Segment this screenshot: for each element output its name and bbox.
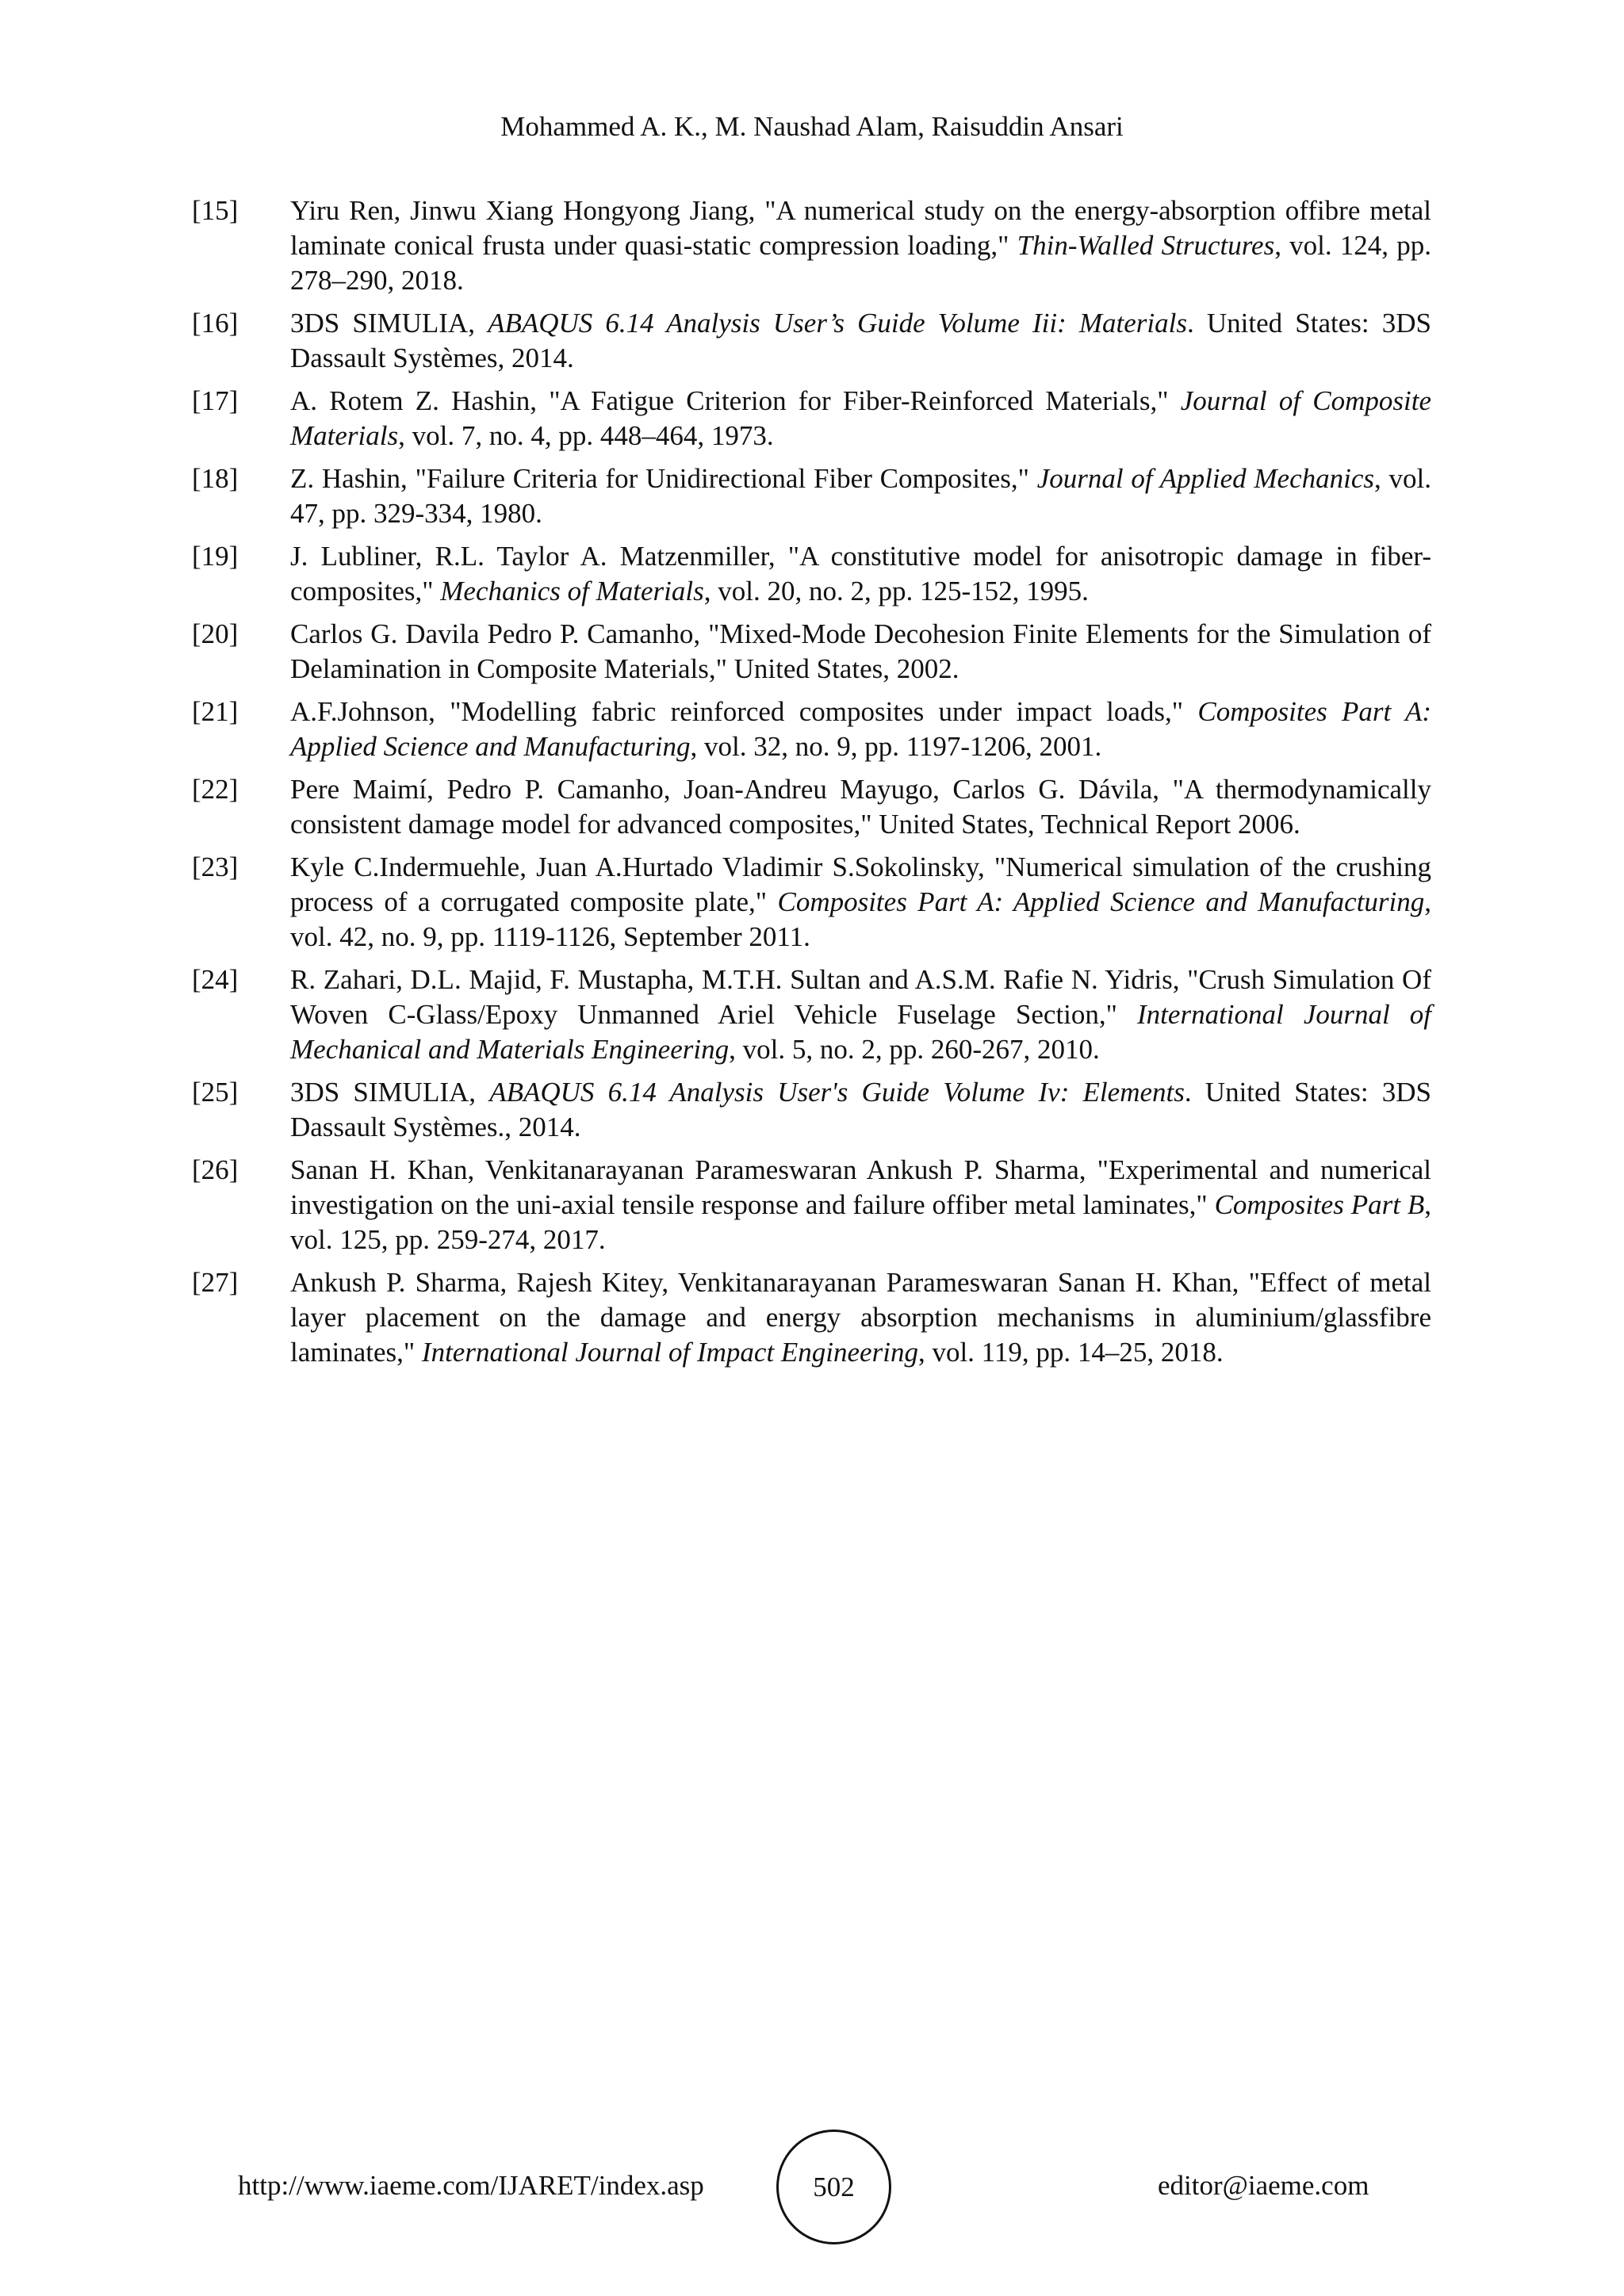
reference-source-title: ABAQUS 6.14 Analysis User's Guide Volume Iv: Elements (489, 1077, 1185, 1108)
reference-item (192, 461, 1431, 531)
reference-source-title: Journal of Applied Mechanics (1036, 463, 1374, 494)
reference-source-title: Composites Part A: Applied Science and Manufacturing (777, 886, 1425, 917)
reference-text (290, 461, 1431, 531)
reference-text (290, 617, 1431, 687)
reference-number: [27] (192, 1267, 239, 1298)
reference-text-segment: 3DS SIMULIA, (290, 308, 488, 339)
reference-text (290, 1265, 1431, 1370)
reference-item (192, 193, 1431, 298)
reference-number: [16] (192, 308, 239, 339)
reference-number: [24] (192, 964, 239, 995)
reference-item (192, 962, 1431, 1067)
reference-source-title: Journal of Composite Materials (290, 385, 1432, 451)
reference-item (192, 850, 1431, 955)
reference-text-segment: , vol. 20, no. 2, pp. 125-152, 1995. (703, 576, 1089, 607)
reference-item (192, 384, 1431, 453)
reference-source-title: Composites Part A: Applied Science and Manufacturing (290, 696, 1431, 762)
reference-source-title: Mechanics of Materials (440, 576, 704, 607)
reference-text (290, 384, 1431, 453)
reference-item (192, 772, 1431, 842)
reference-item (192, 1075, 1431, 1145)
reference-text-segment: . United States: 3DS Dassault Systèmes, 2014. (290, 308, 1431, 373)
reference-text-segment: Yiru Ren, Jinwu Xiang Hongyong Jiang, "A numerical study on the energy-absorption offibre metal laminate conical frusta under quasi-static compression loading," (290, 195, 1431, 261)
reference-source-title: Thin-Walled Structures (1017, 230, 1275, 261)
reference-text-segment: Ankush P. Sharma, Rajesh Kitey, Venkitanarayanan Parameswaran Sanan H. Khan, "Effect of metal layer placement on the damage and energy absorption mechanisms in aluminium/glassfibre laminates," (290, 1267, 1431, 1368)
reference-item (192, 1153, 1431, 1257)
reference-text-segment: Sanan H. Khan, Venkitanarayanan Parameswaran Ankush P. Sharma, "Experimental and numerical investigation on the uni-axial tensile response and failure offiber metal laminates," (290, 1154, 1431, 1220)
reference-list (192, 193, 1431, 1378)
reference-number: [17] (192, 385, 239, 416)
running-header: Mohammed A. K., M. Naushad Alam, Raisuddin Ansari (500, 111, 1124, 142)
reference-number: [22] (192, 774, 239, 805)
reference-item (192, 539, 1431, 609)
reference-text (290, 772, 1431, 842)
reference-text-segment: , vol. 47, pp. 329-334, 1980. (290, 463, 1431, 529)
reference-text-segment: R. Zahari, D.L. Majid, F. Mustapha, M.T.H. Sultan and A.S.M. Rafie N. Yidris, "Crush Simulation Of Woven C-Glass/Epoxy Unmanned Ariel Vehicle Fuselage Section," (290, 964, 1431, 1030)
footer-url-link[interactable]: http://www.iaeme.com/IJARET/index.asp (238, 2170, 704, 2201)
reference-text-segment: Carlos G. Davila Pedro P. Camanho, "Mixed-Mode Decohesion Finite Elements for the Simulation of Delamination in Composite Materials," United States, 2002. (290, 618, 1431, 684)
reference-text-segment: . United States: 3DS Dassault Systèmes., 2014. (290, 1077, 1432, 1142)
reference-text-segment: Z. Hashin, "Failure Criteria for Unidirectional Fiber Composites," (290, 463, 1037, 494)
reference-number: [18] (192, 463, 239, 494)
reference-text (290, 1075, 1431, 1145)
reference-source-title: ABAQUS 6.14 Analysis User’s Guide Volume Iii: Materials (488, 308, 1187, 339)
reference-text-segment: , vol. 125, pp. 259-274, 2017. (290, 1189, 1431, 1255)
reference-number: [23] (192, 851, 239, 882)
reference-text-segment: , vol. 5, no. 2, pp. 260-267, 2010. (729, 1034, 1100, 1065)
reference-item (192, 306, 1431, 376)
reference-text (290, 193, 1431, 298)
reference-text-segment: Kyle C.Indermuehle, Juan A.Hurtado Vladimir S.Sokolinsky, "Numerical simulation of the crushing process of a corrugated composite plate," (290, 851, 1431, 917)
reference-text (290, 962, 1431, 1067)
reference-number: [25] (192, 1077, 239, 1108)
reference-number: [20] (192, 618, 239, 649)
reference-number: [21] (192, 696, 239, 727)
reference-text-segment: , vol. 32, no. 9, pp. 1197-1206, 2001. (690, 731, 1102, 762)
reference-text-segment: A.F.Johnson, "Modelling fabric reinforced composites under impact loads," (290, 696, 1198, 727)
reference-source-title: Composites Part B (1214, 1189, 1425, 1220)
reference-text-segment: A. Rotem Z. Hashin, "A Fatigue Criterion for Fiber-Reinforced Materials," (290, 385, 1181, 416)
reference-item (192, 617, 1431, 687)
page-number: 502 (776, 2130, 891, 2244)
reference-text-segment: , vol. 124, pp. 278–290, 2018. (290, 230, 1431, 296)
reference-text (290, 306, 1431, 376)
reference-text-segment: J. Lubliner, R.L. Taylor A. Matzenmiller, "A constitutive model for anisotropic damage in fiber-composites," (290, 541, 1431, 607)
reference-item (192, 695, 1431, 764)
reference-text (290, 695, 1431, 764)
reference-number: [15] (192, 195, 239, 226)
reference-text (290, 850, 1431, 955)
reference-number: [19] (192, 541, 239, 572)
reference-text-segment: , vol. 119, pp. 14–25, 2018. (917, 1337, 1224, 1368)
reference-text-segment: , vol. 42, no. 9, pp. 1119-1126, September 2011. (290, 886, 1432, 952)
reference-text-segment: Pere Maimí, Pedro P. Camanho, Joan-Andreu Mayugo, Carlos G. Dávila, "A thermodynamically consistent damage model for advanced composites," United States, Technical Report 2006. (290, 774, 1431, 840)
reference-source-title: International Journal of Impact Engineering (421, 1337, 918, 1368)
footer-email-link[interactable]: editor@iaeme.com (1158, 2170, 1369, 2201)
reference-text-segment: 3DS SIMULIA, (290, 1077, 490, 1108)
reference-number: [26] (192, 1154, 239, 1185)
reference-text (290, 539, 1431, 609)
reference-text-segment: , vol. 7, no. 4, pp. 448–464, 1973. (398, 420, 774, 451)
reference-item (192, 1265, 1431, 1370)
reference-source-title: International Journal of Mechanical and Materials Engineering (290, 999, 1432, 1065)
reference-text (290, 1153, 1431, 1257)
